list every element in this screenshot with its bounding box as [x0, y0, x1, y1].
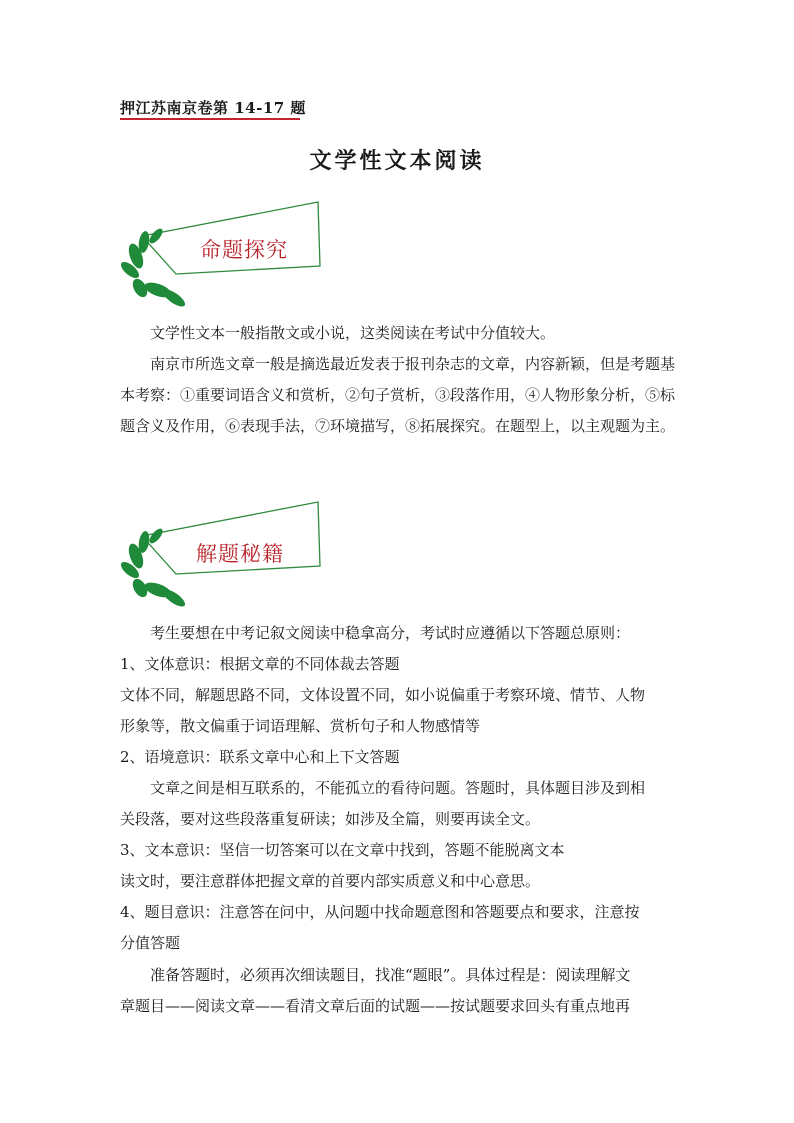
header-label: 押江苏南京卷第 14-17 题 — [120, 99, 306, 117]
section1-paragraph-2: 南京市所选文章一般是摘选最近发表于报刊杂志的文章，内容新颖，但是考题基本考察：①重要词语含义和赏析，②句子赏析，③段落作用，④人物形象分析，⑤标题含义及作用，⑥表现手法，⑦环境描写，⑧拓展探究。在题型上，以主观题为主。 — [120, 355, 676, 435]
rule-3-line-1: 读文时，要注意群体把握文章的首要内部实质意义和中心意思。 — [120, 872, 541, 890]
rule-1-heading: 1、文体意识：根据文章的不同体裁去答题 — [120, 655, 400, 673]
section-banner-2 — [118, 498, 334, 608]
section1-paragraph-1: 文学性文本一般指散文或小说，这类阅读在考试中分值较大。 — [150, 324, 556, 342]
rule-4-heading: 4、题目意识：注意答在问中，从问题中找命题意图和答题要点和要求，注意按 — [120, 903, 640, 921]
rule-1-line-1: 文体不同，解题思路不同，文体设置不同，如小说偏重于考察环境、情节、人物 — [120, 686, 646, 704]
section-banner-2-label: 解题秘籍 — [196, 542, 284, 566]
rule-4-line-1: 分值答题 — [120, 934, 181, 952]
header-rule — [120, 118, 300, 120]
rule-2-line-1: 文章之间是相互联系的，不能孤立的看待问题。答题时，具体题目涉及到相 — [150, 779, 646, 797]
rule-2-line-2: 关段落，要对这些段落重复研读；如涉及全篇，则要再读全文。 — [120, 810, 541, 828]
closing-line-1: 准备答题时，必须再次细读题目，找准“题眼”。具体过程是：阅读理解文 — [150, 966, 631, 984]
rule-1-line-2: 形象等，散文偏重于词语理解、赏析句子和人物感情等 — [120, 717, 481, 735]
rule-2-heading: 2、语境意识：联系文章中心和上下文答题 — [120, 748, 400, 766]
rule-3-heading: 3、文本意识：坚信一切答案可以在文章中找到，答题不能脱离文本 — [120, 841, 565, 859]
document-title: 文学性文本阅读 — [309, 148, 485, 174]
section-banner-1-label: 命题探究 — [200, 238, 288, 262]
closing-line-2: 章题目——阅读文章——看清文章后面的试题——按试题要求回头有重点地再 — [120, 997, 631, 1015]
section2-intro: 考生要想在中考记叙文阅读中稳拿高分，考试时应遵循以下答题总原则： — [150, 624, 631, 642]
section-banner-1 — [118, 198, 334, 308]
